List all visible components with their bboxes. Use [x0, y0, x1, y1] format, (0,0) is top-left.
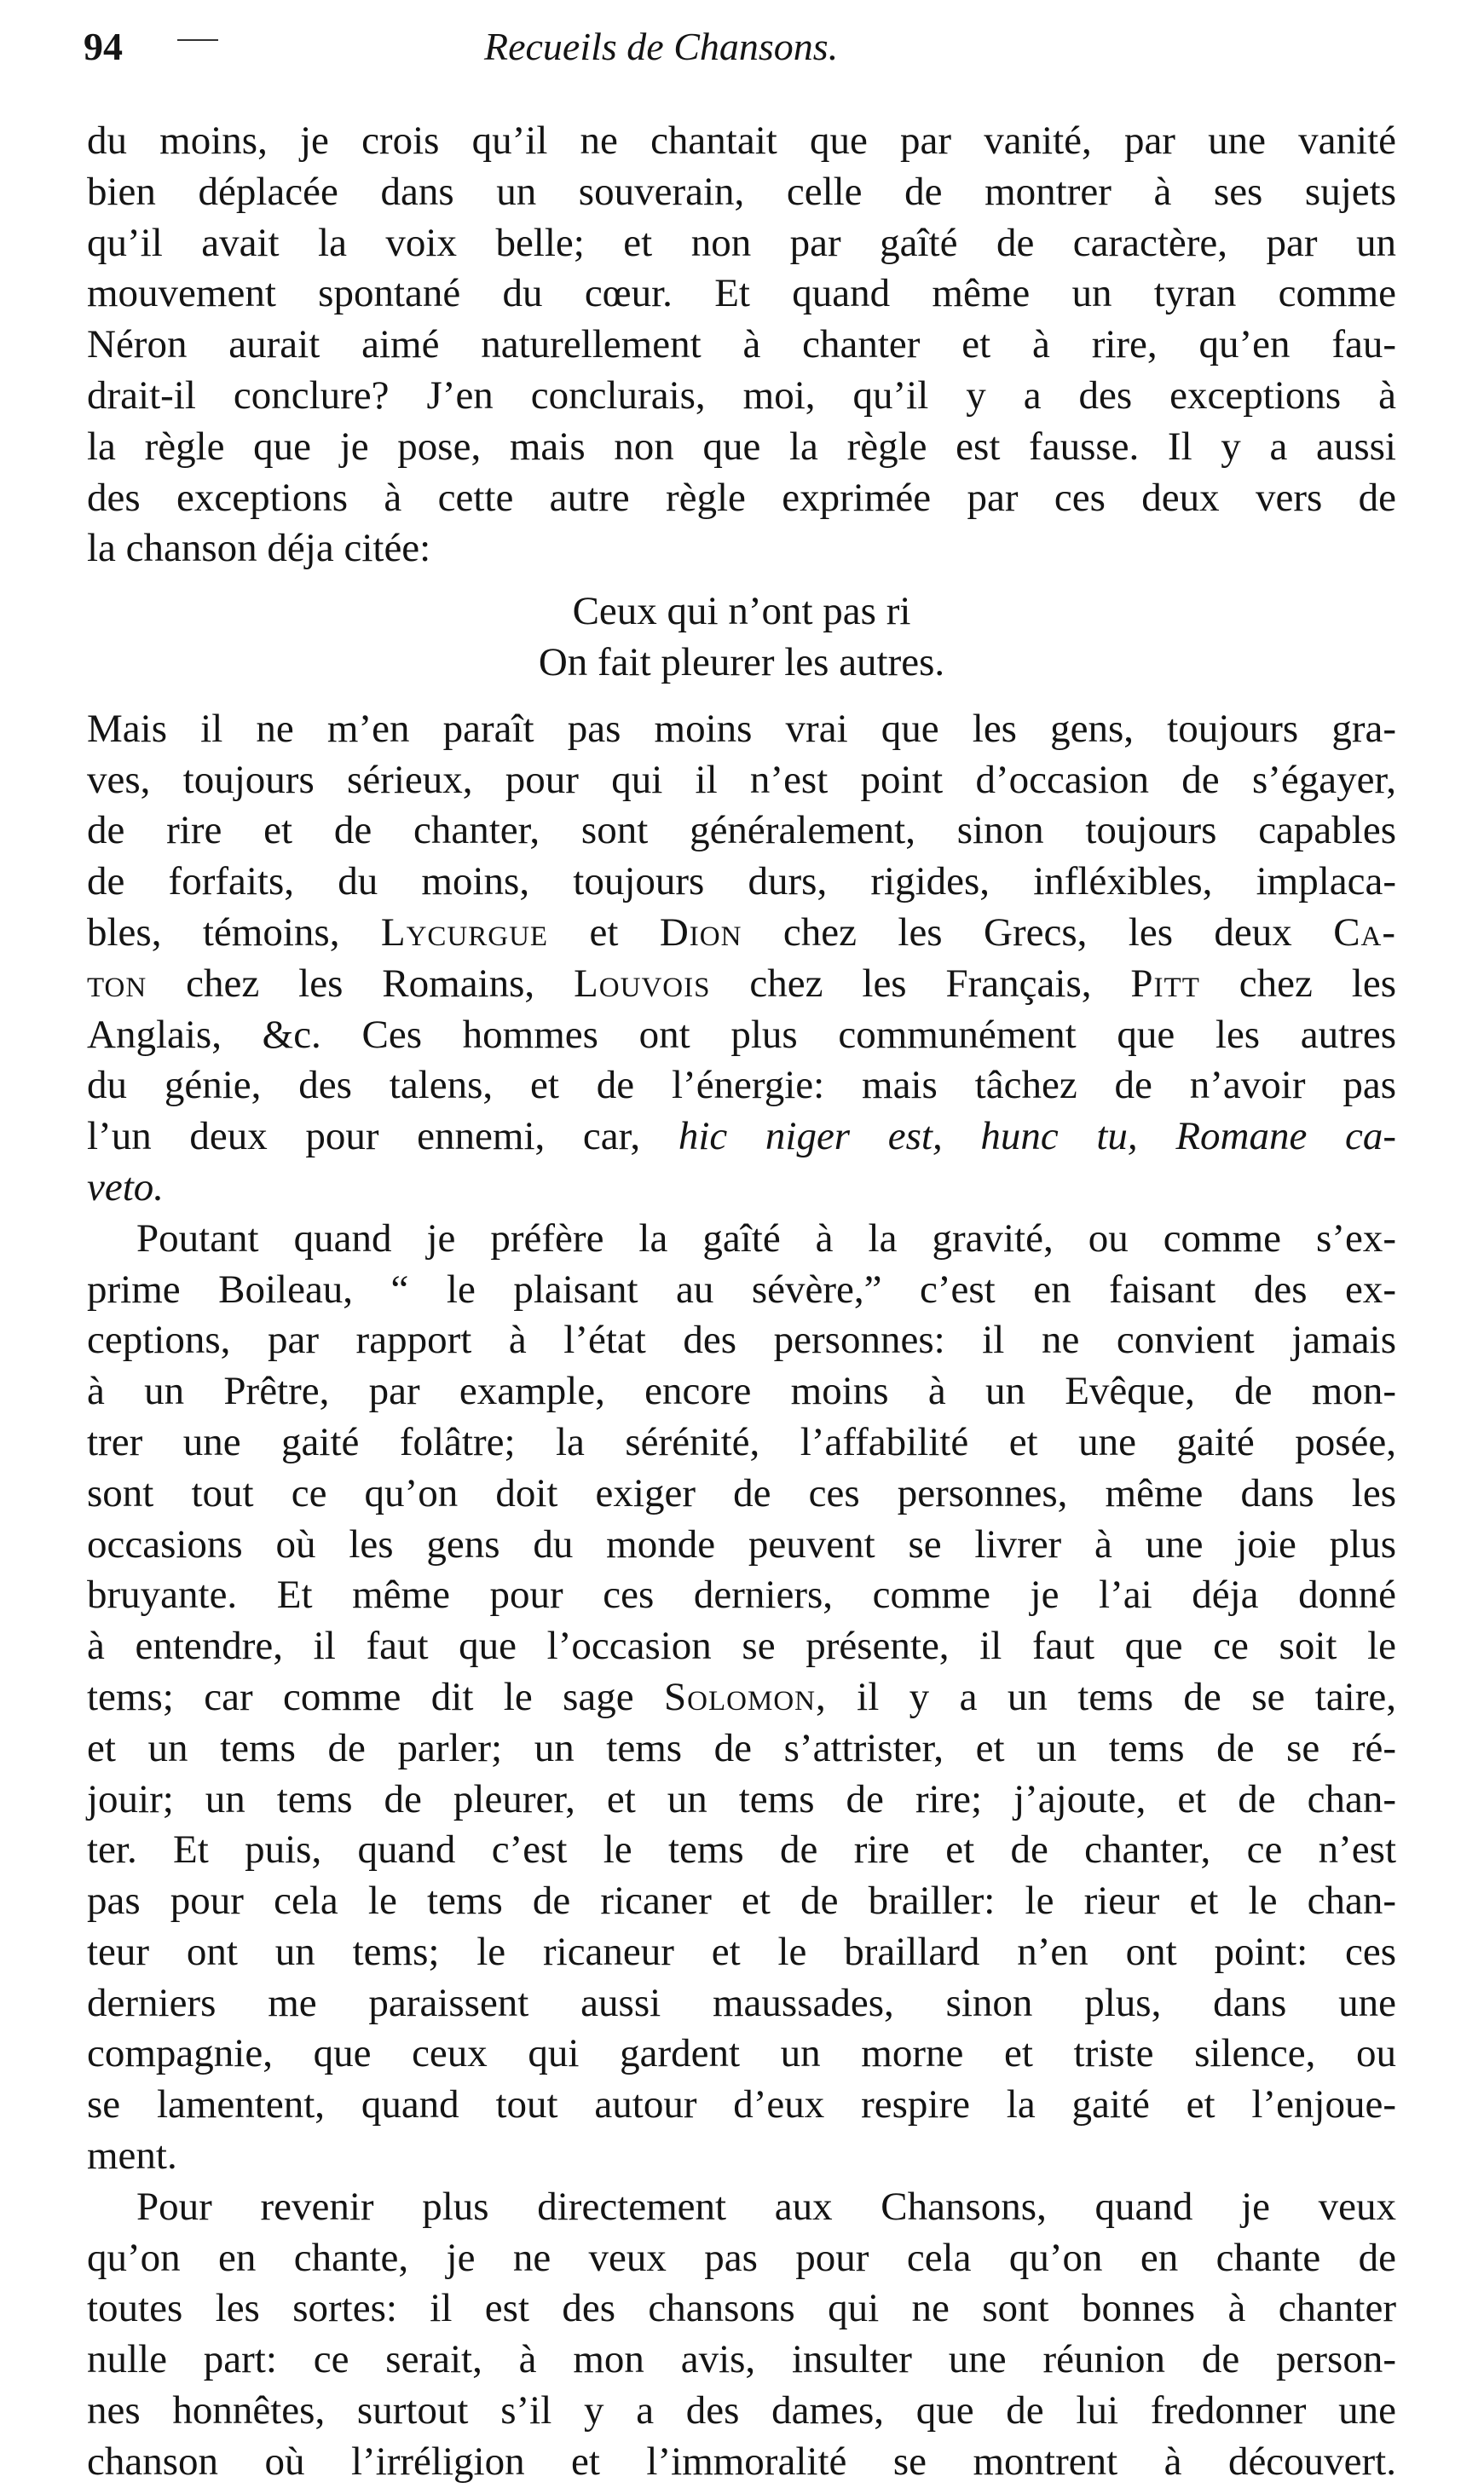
- text-line: qu’on en chante, je ne veux pas pour cela qu’on en chante de: [87, 2235, 1396, 2280]
- text-line: [87, 908, 1396, 959]
- body-text: [87, 116, 1396, 2488]
- latin-quote-cont: veto.: [87, 1164, 165, 1209]
- text-line: Mais il ne m’en paraît pas moins vrai que les gens, toujours gra-: [87, 706, 1396, 751]
- text-line: [87, 1111, 1396, 1163]
- text-line: de forfaits, du moins, toujours durs, rigides, infléxibles, implaca-: [87, 859, 1396, 904]
- text-line: la règle que je pose, mais non que la règle est fausse. Il y a aussi: [87, 424, 1396, 469]
- text-line: à un Prêtre, par example, encore moins à un Evêque, de mon-: [87, 1369, 1396, 1414]
- name-solomon: Solomon,: [664, 1674, 827, 1719]
- text-run: tems; car comme dit le sage: [87, 1674, 634, 1719]
- text-line: [87, 959, 1396, 1010]
- header-rule: [177, 39, 218, 41]
- text-line: drait-il conclure? J’en conclurais, moi, qu’il y a des exceptions à: [87, 372, 1396, 418]
- text-line: bien déplacée dans un souverain, celle de montrer à ses sujets: [87, 169, 1396, 214]
- text-line: pas pour cela le tems de ricaner et de brailler: le rieur et le chan-: [87, 1879, 1396, 1924]
- text-line: bruyante. Et même pour ces derniers, comme je l’ai déja donné: [87, 1573, 1396, 1618]
- text-line: Anglais, &c. Ces hommes ont plus communément que les autres: [87, 1012, 1396, 1057]
- verse-line: On fait pleurer les autres.: [538, 639, 945, 684]
- text-run: chez les: [1239, 961, 1397, 1006]
- text-line: du génie, des talens, et de l’énergie: mais tâchez de n’avoir pas: [87, 1063, 1396, 1108]
- text-line: sont tout ce qu’on doit exiger de ces personnes, même dans les: [87, 1470, 1396, 1515]
- name-pitt: Pitt: [1130, 961, 1200, 1006]
- name-dion: Dion: [659, 909, 742, 955]
- text-run: chez les Grecs, les deux: [782, 909, 1292, 955]
- name-caton: Ca-: [1333, 909, 1397, 955]
- text-run: chez les Français,: [749, 961, 1092, 1006]
- page-number: 94: [84, 25, 123, 68]
- page-header: [84, 24, 1413, 92]
- text-line: mouvement spontané du cœur. Et quand même un tyran comme: [87, 271, 1396, 316]
- name-caton-cont: ton: [87, 961, 147, 1006]
- text-line: à entendre, il faut que l’occasion se présente, il faut que ce soit le: [87, 1624, 1396, 1669]
- text-line: se lamentent, quand tout autour d’eux respire la gaité et l’enjoue-: [87, 2082, 1396, 2127]
- text-line: de rire et de chanter, sont généralement, sinon toujours capables: [87, 808, 1396, 853]
- text-line: nulle part: ce serait, à mon avis, insulter une réunion de person-: [87, 2337, 1396, 2382]
- text-run: et: [589, 909, 619, 955]
- text-line: ter. Et puis, quand c’est le tems de rire et de chanter, ce n’est: [87, 1827, 1396, 1873]
- text-line: Pour revenir plus directement aux Chansons, quand je veux: [136, 2184, 1396, 2229]
- text-line: qu’il avait la voix belle; et non par gaîté de caractère, par un: [87, 220, 1396, 265]
- text-line: Néron aurait aimé naturellement à chanter et à rire, qu’en fau-: [87, 322, 1396, 367]
- text-line: teur ont un tems; le ricaneur et le braillard n’en ont point: ces: [87, 1929, 1396, 1974]
- text-line: et un tems de parler; un tems de s’attrister, et un tems de se ré-: [87, 1725, 1396, 1770]
- text-line: nes honnêtes, surtout s’il y a des dames, que de lui fredonner une: [87, 2388, 1396, 2433]
- running-title: Recueils de Chansons.: [484, 25, 839, 68]
- text-run: il y a un tems de se taire,: [857, 1674, 1396, 1719]
- text-line: la chanson déja citée:: [87, 526, 431, 571]
- text-run: chez les Romains,: [186, 961, 535, 1006]
- text-line: [87, 1672, 1396, 1723]
- text-line: trer une gaité folâtre; la sérénité, l’affabilité et une gaité posée,: [87, 1419, 1396, 1464]
- paragraph-1: [87, 116, 1396, 574]
- paragraph-2: [87, 704, 1396, 1214]
- verse-quote: [87, 586, 1396, 689]
- text-line: toutes les sortes: il est des chansons qui ne sont bonnes à chanter: [87, 2286, 1396, 2331]
- text-line: occasions où les gens du monde peuvent se livrer à une joie plus: [87, 1521, 1396, 1567]
- text-line: jouir; un tems de pleurer, et un tems de rire; j’ajoute, et de chan-: [87, 1776, 1396, 1821]
- text-line: du moins, je crois qu’il ne chantait que par vanité, par une vanité: [87, 118, 1396, 163]
- text-line: [87, 1163, 1396, 1214]
- text-line: chanson où l’irréligion et l’immoralité se montrent à découvert.: [87, 2439, 1396, 2484]
- paragraph-3: [87, 1214, 1396, 2182]
- name-louvois: Louvois: [574, 961, 711, 1006]
- verse-line: Ceux qui n’ont pas ri: [572, 589, 911, 634]
- text-line: prime Boileau, “ le plaisant au sévère,” c’est en faisant des ex-: [87, 1267, 1396, 1312]
- text-line: des exceptions à cette autre règle exprimée par ces deux vers de: [87, 475, 1396, 520]
- text-line: ment.: [87, 2133, 177, 2179]
- name-lycurgue: Lycurgue: [380, 909, 549, 955]
- text-line: Poutant quand je préfère la gaîté à la gravité, ou comme s’ex-: [136, 1215, 1396, 1261]
- text-line: ves, toujours sérieux, pour qui il n’est point d’occasion de s’égayer,: [87, 757, 1396, 802]
- text-line: derniers me paraissent aussi maussades, sinon plus, dans une: [87, 1980, 1396, 2025]
- text-run: bles, témoins,: [87, 909, 340, 955]
- text-line: ceptions, par rapport à l’état des personnes: il ne convient jamais: [87, 1318, 1396, 1363]
- paragraph-4: [87, 2182, 1396, 2488]
- text-line: compagnie, que ceux qui gardent un morne et triste silence, ou: [87, 2031, 1396, 2076]
- latin-quote: hic niger est, hunc tu, Romane ca-: [678, 1114, 1396, 1159]
- text-run: l’un deux pour ennemi, car,: [87, 1114, 641, 1159]
